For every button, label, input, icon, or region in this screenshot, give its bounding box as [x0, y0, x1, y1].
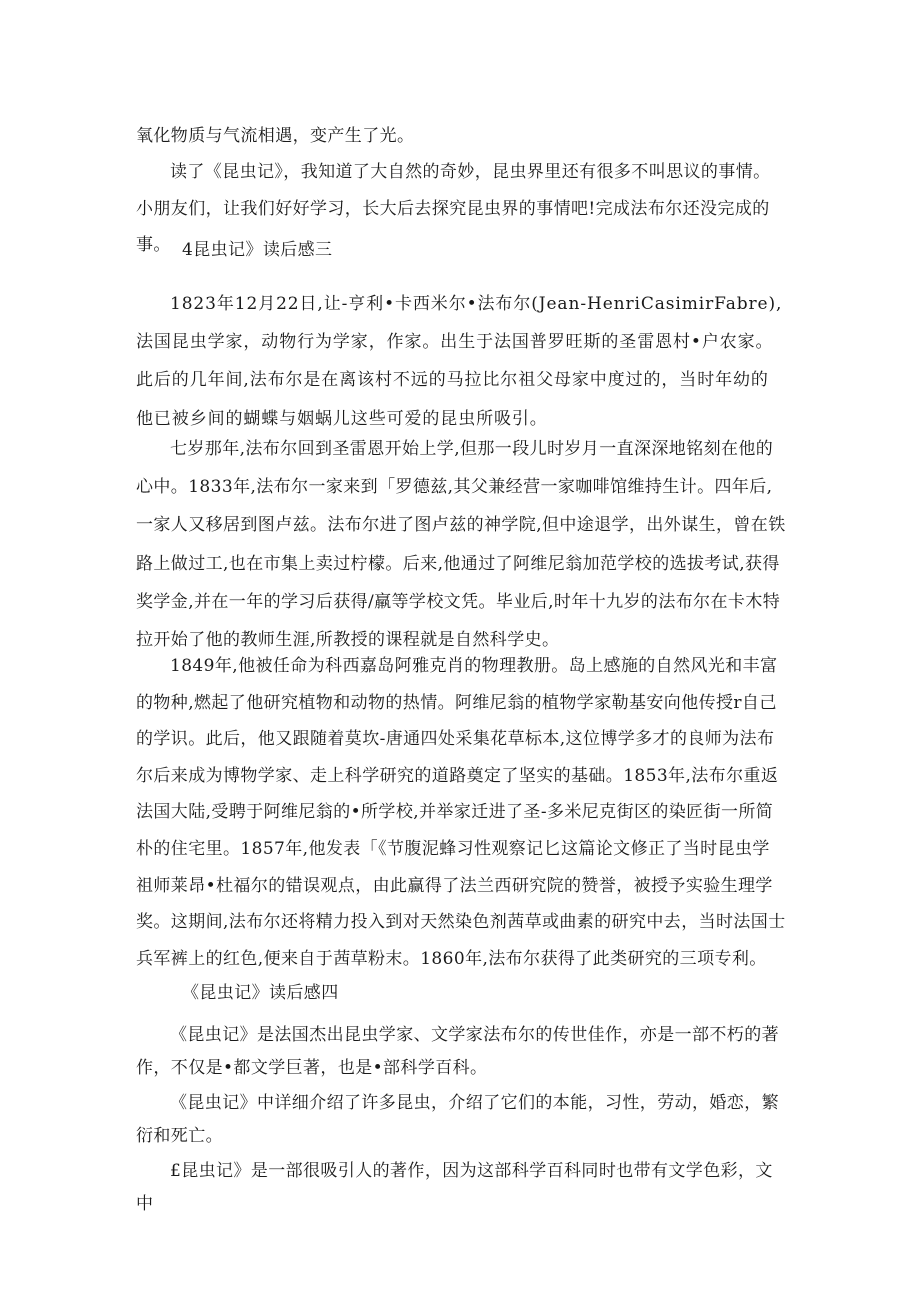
- paragraph-intro: 《昆虫记》是法国杰出昆虫学家、文学家法布尔的传世佳作，亦是一部不朽的著作，不仅是•都文学巨著，也是•部科学百科。: [136, 1025, 779, 1078]
- paragraph-content: 《昆虫记》中详细介绍了许多昆虫，介绍了它们的本能，习性，劳动，婚恋，繁衍和死亡。: [136, 1093, 779, 1146]
- section-heading-four: 《昆虫记》读后感四: [182, 983, 339, 1003]
- section-heading-three: 4昆虫记》读后感三: [182, 240, 333, 260]
- paragraph-biography-birth: 1823年12月22日,让-亨利•卡西米尔•法布尔(Jean-HenriCasimirFabre),法国昆虫学家，动物行为学家，作家。出生于法国普罗旺斯的圣雷恩村•户农家。此后的几年间,法布尔是在离该村不远的马拉比尔祖父母家中度过的，当时年幼的他已被乡间的蝴蝶与姻蜗儿这些可爱的昆虫所吸引。: [136, 294, 783, 429]
- paragraph-tail: 氧化物质与气流相遇，变产生了光。: [136, 126, 415, 146]
- paragraph-biography-career: 1849年,他被任命为科西嘉岛阿雅克肖的物理教册。岛上感施的自然风光和丰富的物种,燃起了他研究植物和动物的热情。阿维尼翁的植物学家勒基安向他传授r自己的学识。此后，他又跟随着莫坎-唐通四处采集花草标本,这位博学多才的良师为法布尔后来成为博物学家、走上科学研究的道路奠定了坚实的基础。1853年,法布尔重返法国大陆,受聘于阿维尼翁的•所学校,并举家迁进了圣-多米尼克街区的染匠街一所简朴的住宅里。1857年,他发表「《节腹泥蜂习性观察记匕这篇论文修正了当时昆虫学祖师莱昂•杜福尔的错误观点，由此赢得了法兰西研究院的赞誉，被授予实验生理学奖。这期间,法布尔还将精力投入到对天然染色剂茜草或曲素的研究中去，当时法国士兵军裤上的红色,便来自于茜草粉末。1860年,法布尔获得了此类研究的三项专利。: [136, 656, 786, 969]
- paragraph-biography-youth: 七岁那年,法布尔回到圣雷恩开始上学,但那一段儿时岁月一直深深地铭刻在他的心中。1833年,法布尔一家来到「罗德兹,其父兼经营一家咖啡馆维持生计。四年后,一家人又移居到图卢兹。法布尔进了图卢兹的神学院,但中途退学，出外谋生，曾在铁路上做过工,也在市集上卖过柠檬。后来,他通过了阿维尼翁加范学校的选拔考试,获得奖学金,并在一年的学习后获得/羸等学校文凭。毕业后,时年十九岁的法布尔在卡木特拉开始了他的教师生涯,所教授的课程就是自然科学史。: [136, 439, 786, 651]
- paragraph-appeal: £昆虫记》是一部很吸引人的著作，因为这部科学百科同时也带有文学色彩，文中: [136, 1161, 773, 1214]
- paragraph-conclusion: 读了《昆虫记》，我知道了大自然的奇妙，昆虫界里还有很多不叫思议的事情。小朋友们，让我们好好学习，长大后去探究昆虫界的事情吧!完成法布尔还没完成的事。: [136, 162, 771, 256]
